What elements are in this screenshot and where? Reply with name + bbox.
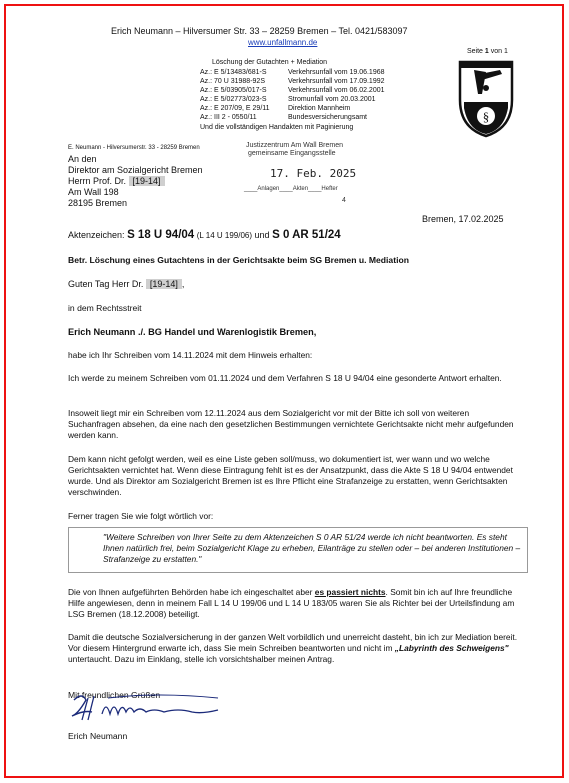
aktenzeichen-ref1-note: (L 14 U 199/06) [196, 231, 253, 240]
aktenzeichen-conj: und [254, 230, 270, 240]
subject-line: Betr. Löschung eines Gutachtens in der Gerichtsakte beim SG Bremen u. Mediation [68, 255, 409, 265]
parties-line: Erich Neumann ./. BG Handel und Warenlogistik Bremen, [68, 327, 317, 337]
stamp-line2: gemeinsame Eingangsstelle [248, 150, 336, 157]
page-label-prefix: Seite [467, 48, 483, 55]
received-stamp [244, 141, 365, 208]
handwritten-signature [68, 690, 228, 726]
quote-text: "Weitere Schreiben von Ihrer Seite zu dem Aktenzeichen S 0 AR 51/24 werde ich nicht beantworten. Es steht Ihnen natürlich frei, beim Sozialgericht Klage zu erheben, Eilanträge zu stellen oder – bei anderen Institutionen – Strafanzeige zu erstatten." [103, 532, 521, 564]
case-ref-ref: Az.: E 207/09, E 29/11 [200, 105, 270, 112]
shield-logo-icon [456, 58, 516, 138]
svg-text:§: § [482, 109, 490, 124]
case-ref-desc: Verkehrsunfall vom 19.06.1968 [288, 69, 385, 76]
case-ref-desc: Bundesversicherungsamt [288, 114, 367, 121]
case-ref-ref: Az.: E 5/02773/023-S [200, 96, 267, 103]
signature-name: Erich Neumann [68, 731, 128, 741]
body-paragraph-6 [68, 587, 523, 620]
case-ref-desc: Stromunfall vom 20.03.2001 [288, 96, 376, 103]
in-dispute-line: in dem Rechtsstreit [68, 303, 142, 313]
recipient-title: Herrn Prof. Dr. [68, 176, 127, 186]
deletion-header: Löschung der Gutachten + Mediation [212, 59, 327, 66]
closing: Mit freundlichen Grüßen [68, 690, 161, 700]
aktenzeichen-line [68, 229, 341, 241]
case-ref-ref: Az.: III 2 - 0550/11 [200, 114, 257, 121]
page-number [467, 48, 508, 55]
recipient-address [68, 154, 203, 209]
p6-emphasis: es passiert nichts [314, 587, 386, 597]
p7-emphasis: „Labyrinth des Schweigens" [394, 643, 509, 653]
p7-text-a: Damit die deutsche Sozialversicherung in der ganzen Welt vorbildlich und unerreicht dasteht, bin ich zur Mediation bereit. Vor diesem Hintergrund erwarte ich, dass Sie mein Schreiben beantworten und nicht im [68, 632, 518, 653]
case-ref-ref: Az.: E 5/03905/017-S [200, 87, 267, 94]
quote-box [68, 527, 528, 573]
recipient-line: An den [68, 154, 97, 164]
letterhead-website[interactable]: www.unfallmann.de [248, 38, 318, 47]
recipient-line [68, 176, 203, 187]
stamp-labels: ____Anlagen____Akten____Hefter [244, 186, 338, 192]
aktenzeichen-ref2: S 0 AR 51/24 [272, 229, 341, 241]
body-paragraph-3: Insoweit liegt mir ein Schreiben vom 12.11.2024 aus dem Sozialgericht vor mit der Bitte ich soll von weiteren Suchanfragen absehen, da eine nach den gesetzlichen Bestimmungen vernichtete Gerichtsakte nicht mehr aufgefunden werden kann. [68, 408, 514, 440]
body-paragraph-7 [68, 632, 523, 665]
p6-text-a: Die von Ihnen aufgeführten Behörden habe ich eingeschaltet aber [68, 587, 313, 597]
body-paragraph-2: Ich werde zu meinem Schreiben vom 01.11.2024 und dem Verfahren S 18 U 94/04 eine gesonderte Antwort erhalten. [68, 373, 502, 383]
aktenzeichen-label: Aktenzeichen: [68, 230, 125, 240]
redaction-box: [19-14] [129, 176, 165, 186]
sender-line: E. Neumann - Hilversumerstr. 33 - 28259 Bremen [68, 145, 200, 151]
case-refs-footer: Und die vollständigen Handakten mit Paginierung [200, 124, 354, 131]
case-ref-desc: Verkehrsunfall vom 17.09.1992 [288, 78, 385, 85]
case-ref-ref: Az.: 70 U 31988-92S [200, 78, 265, 85]
greeting [68, 279, 184, 289]
letterhead-address: Erich Neumann – Hilversumer Str. 33 – 28259 Bremen – Tel. 0421/583097 [111, 26, 408, 36]
greeting-suffix: , [181, 279, 185, 289]
letter-date: Bremen, 17.02.2025 [422, 214, 504, 224]
page-label-suffix: von 1 [490, 48, 508, 55]
aktenzeichen-ref1: S 18 U 94/04 [127, 229, 195, 241]
case-ref-desc: Verkehrsunfall vom 06.02.2001 [288, 87, 385, 94]
stamp-line1: Justizzentrum Am Wall Bremen [246, 142, 343, 149]
case-ref-ref: Az.: E 5/13483/681-S [200, 69, 267, 76]
body-paragraph-1: habe ich Ihr Schreiben vom 14.11.2024 mit dem Hinweis erhalten: [68, 350, 313, 360]
body-paragraph-4: Dem kann nicht gefolgt werden, weil es eine Liste geben soll/muss, wo dokumentiert ist, wer wann und wo welche Gerichtsakten vernichtet hat. Wenn diese Eintragung fehlt ist es der Ansatzpunkt, dass die Akte S 18 U 94/04 entwendet wurde. Und als Direktor am Sozialgericht Bremen ist es Ihre Pflicht eine Strafanzeige zu erstatten, wenn Gerichtsakten verschwinden. [68, 454, 513, 497]
p6-text-c: . Somit bin ich auf Ihre freundliche Hilfe angewiesen, denn in meinem Fall L 14 U 199/06 und L 14 U 183/05 waren Sie als Richter bei der Urteilsfindung am LSG Bremen (18.12.2008) beteiligt. [68, 587, 515, 619]
recipient-line: Direktor am Sozialgericht Bremen [68, 165, 203, 175]
p7-text-c: untertaucht. Dazu im Einklang, stelle ich vorsichtshalber meinen Antrag. [68, 654, 335, 664]
greeting-prefix: Guten Tag Herr Dr. [68, 279, 144, 289]
recipient-line: 28195 Bremen [68, 198, 128, 208]
case-ref-desc: Direktion Mannheim [288, 105, 351, 112]
page-label-number: 1 [484, 48, 489, 55]
body-paragraph-5: Ferner tragen Sie wie folgt wörtlich vor: [68, 511, 214, 521]
redaction-box: [19-14] [146, 279, 182, 289]
recipient-line: Am Wall 198 [68, 187, 119, 197]
stamp-count: 4 [342, 197, 346, 204]
stamp-date: 17. Feb. 2025 [270, 167, 357, 180]
